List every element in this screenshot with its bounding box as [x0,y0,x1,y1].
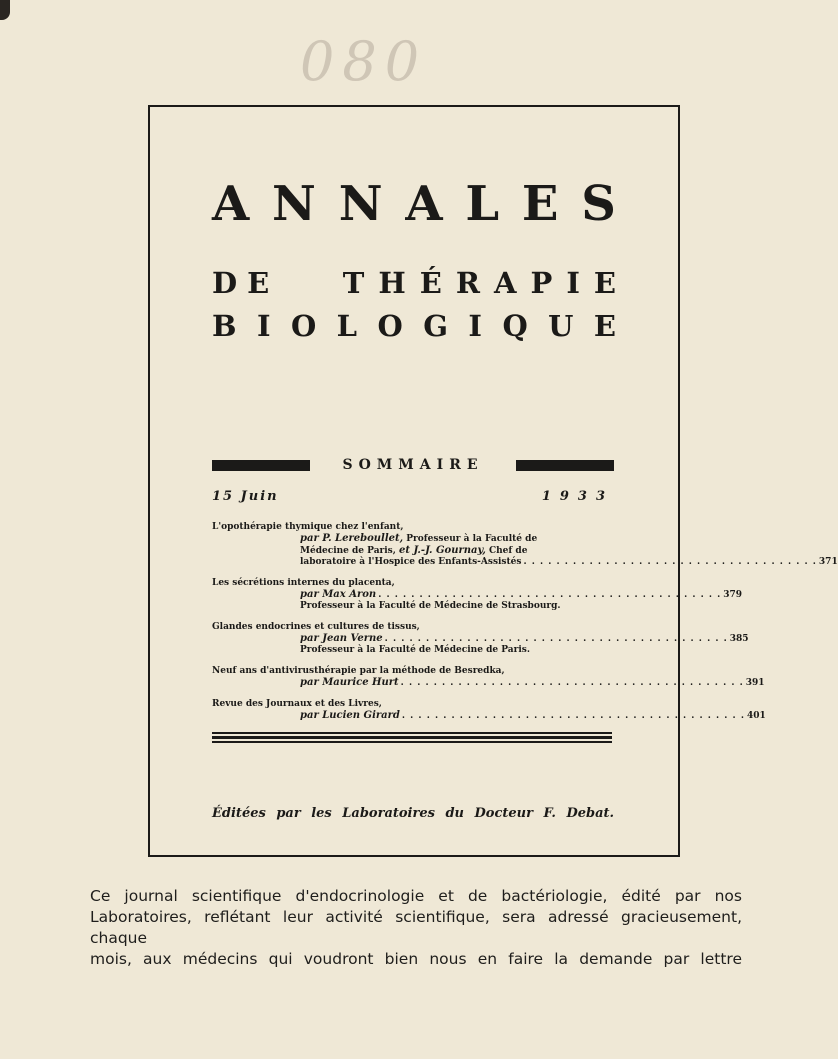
toc-author-note: Professeur à la Faculté de Médecine de Strasbourg. [300,601,561,611]
leader-dots: . . . . . . . . . . . . . . . . . . . . . . . . . . . . . . . . . . . . . . . . . . [401,711,745,721]
subtitle-letter: Q [502,309,528,343]
subtitle-letter: I [468,309,482,343]
toc-entry [212,522,838,568]
subtitle-letter: O [290,309,317,343]
toc-author-line: par Max Aron . . . . . . . . . . . . . . . . . . . . . . . . . . . . . . . . . . . . . . . . . . 379 [300,589,743,600]
title-letter: E [521,176,559,232]
toc-entry [212,578,743,612]
toc-author: et J.-J. Gournay, [399,545,486,556]
toc-page-line: laboratoire à l'Hospice des Enfants-Assistés . . . . . . . . . . . . . . . . . . . . . . . . . . . . . . . . . . . . 371 [300,557,838,567]
journal-subtitle-line-1 [212,266,616,300]
subtitle-letter: G [423,309,448,343]
leader-dots: . . . . . . . . . . . . . . . . . . . . . . . . . . . . . . . . . . . . [523,557,817,567]
toc-author: Lucien Girard [322,710,400,721]
issue-year: 1933 [541,489,614,504]
subtitle-letter: B [212,309,237,343]
page-edge [0,0,10,20]
subtitle-letter: L [336,309,358,343]
toc-author-line: par Maurice Hurt . . . . . . . . . . . . . . . . . . . . . . . . . . . . . . . . . . . . . . . . . . 391 [300,677,765,688]
subtitle-letter: T [342,266,365,300]
subtitle-letter: É [419,266,442,300]
leader-dots: . . . . . . . . . . . . . . . . . . . . . . . . . . . . . . . . . . . . . . . . . . [384,634,728,644]
sommaire-header [212,455,614,475]
toc-entry [212,699,766,722]
subtitle-letter: R [455,266,480,300]
toc-author: Jean Verne [322,633,383,644]
leader-dots: . . . . . . . . . . . . . . . . . . . . . . . . . . . . . . . . . . . . . . . . . . [378,590,722,600]
toc-entry-title: L'opothérapie thymique chez l'enfant, [212,522,404,532]
title-letter: L [465,176,500,232]
toc-author: Max Aron [322,589,377,600]
toc-page-number: 379 [723,590,743,600]
toc-page-number: 391 [745,678,765,688]
leader-dots: . . . . . . . . . . . . . . . . . . . . . . . . . . . . . . . . . . . . . . . . . . [400,678,744,688]
subtitle-word-therapie [343,266,616,300]
subtitle-word-de: DE [212,266,280,300]
toc-page-number: 371 [818,557,838,567]
decorative-rules [212,732,612,743]
decorative-bar-right [516,460,614,471]
subtitle-letter: U [548,309,574,343]
toc-entry-title: Neuf ans d'antivirusthérapie par la méthode de Besredka, [212,666,505,676]
handwritten-number: 080 [300,30,428,93]
toc-page-number: 385 [729,634,749,644]
subtitle-letter: E [593,266,616,300]
footnote-line: Ce journal scientifique d'endocrinologie et de bactériologie, édité par nos [90,887,742,905]
toc-author-note: Professeur à la Faculté de Médecine de Paris. [300,645,530,655]
toc-entry [212,666,765,689]
issue-date: 15 Juin [212,489,279,504]
subtitle-letter: P [530,266,553,300]
publisher-line: Éditées par les Laboratoires du Docteur F. Debat. [212,806,615,821]
toc-author-line: Médecine de Paris, et J.-J. Gournay, Chef de [300,545,528,556]
title-letter: N [272,176,316,232]
toc-author-line: par Lucien Girard . . . . . . . . . . . . . . . . . . . . . . . . . . . . . . . . . . . . . . . . . . 401 [300,710,766,721]
footnote-line: mois, aux médecins qui voudront bien nous en faire la demande par lettre [90,950,742,968]
toc-author-line: par Jean Verne . . . . . . . . . . . . . . . . . . . . . . . . . . . . . . . . . . . . . . . . . . 385 [300,633,749,644]
toc-author-line: par P. Lereboullet, Professeur à la Faculté de [300,533,538,544]
toc-entry-title: Les sécrétions internes du placenta, [212,578,395,588]
decorative-bar-left [212,460,310,471]
journal-subtitle-line-2 [212,309,616,343]
sommaire-label: SOMMAIRE [342,457,484,473]
toc-author: P. Lereboullet, [322,533,404,544]
footnote-line: Laboratoires, reflétant leur activité scientifique, sera adressé gracieusement, chaque [90,908,742,947]
journal-title [212,178,616,230]
toc-entry-title: Glandes endocrines et cultures de tissus, [212,622,420,632]
subtitle-letter: E [593,309,616,343]
title-letter: S [581,176,616,232]
toc-entry-title: Revue des Journaux et des Livres, [212,699,382,709]
issue-date-row [212,489,614,504]
subtitle-letter: A [493,266,517,300]
title-letter: N [338,176,383,232]
title-letter: A [212,176,250,232]
title-letter: A [405,176,443,232]
footnote-text [90,886,742,970]
toc-author: Maurice Hurt [322,677,399,688]
toc-entry [212,622,749,656]
table-of-contents [212,522,838,732]
subtitle-letter: I [566,266,580,300]
subtitle-letter: H [378,266,406,300]
toc-page-number: 401 [746,711,766,721]
subtitle-letter: I [256,309,271,343]
subtitle-letter: O [377,309,403,343]
